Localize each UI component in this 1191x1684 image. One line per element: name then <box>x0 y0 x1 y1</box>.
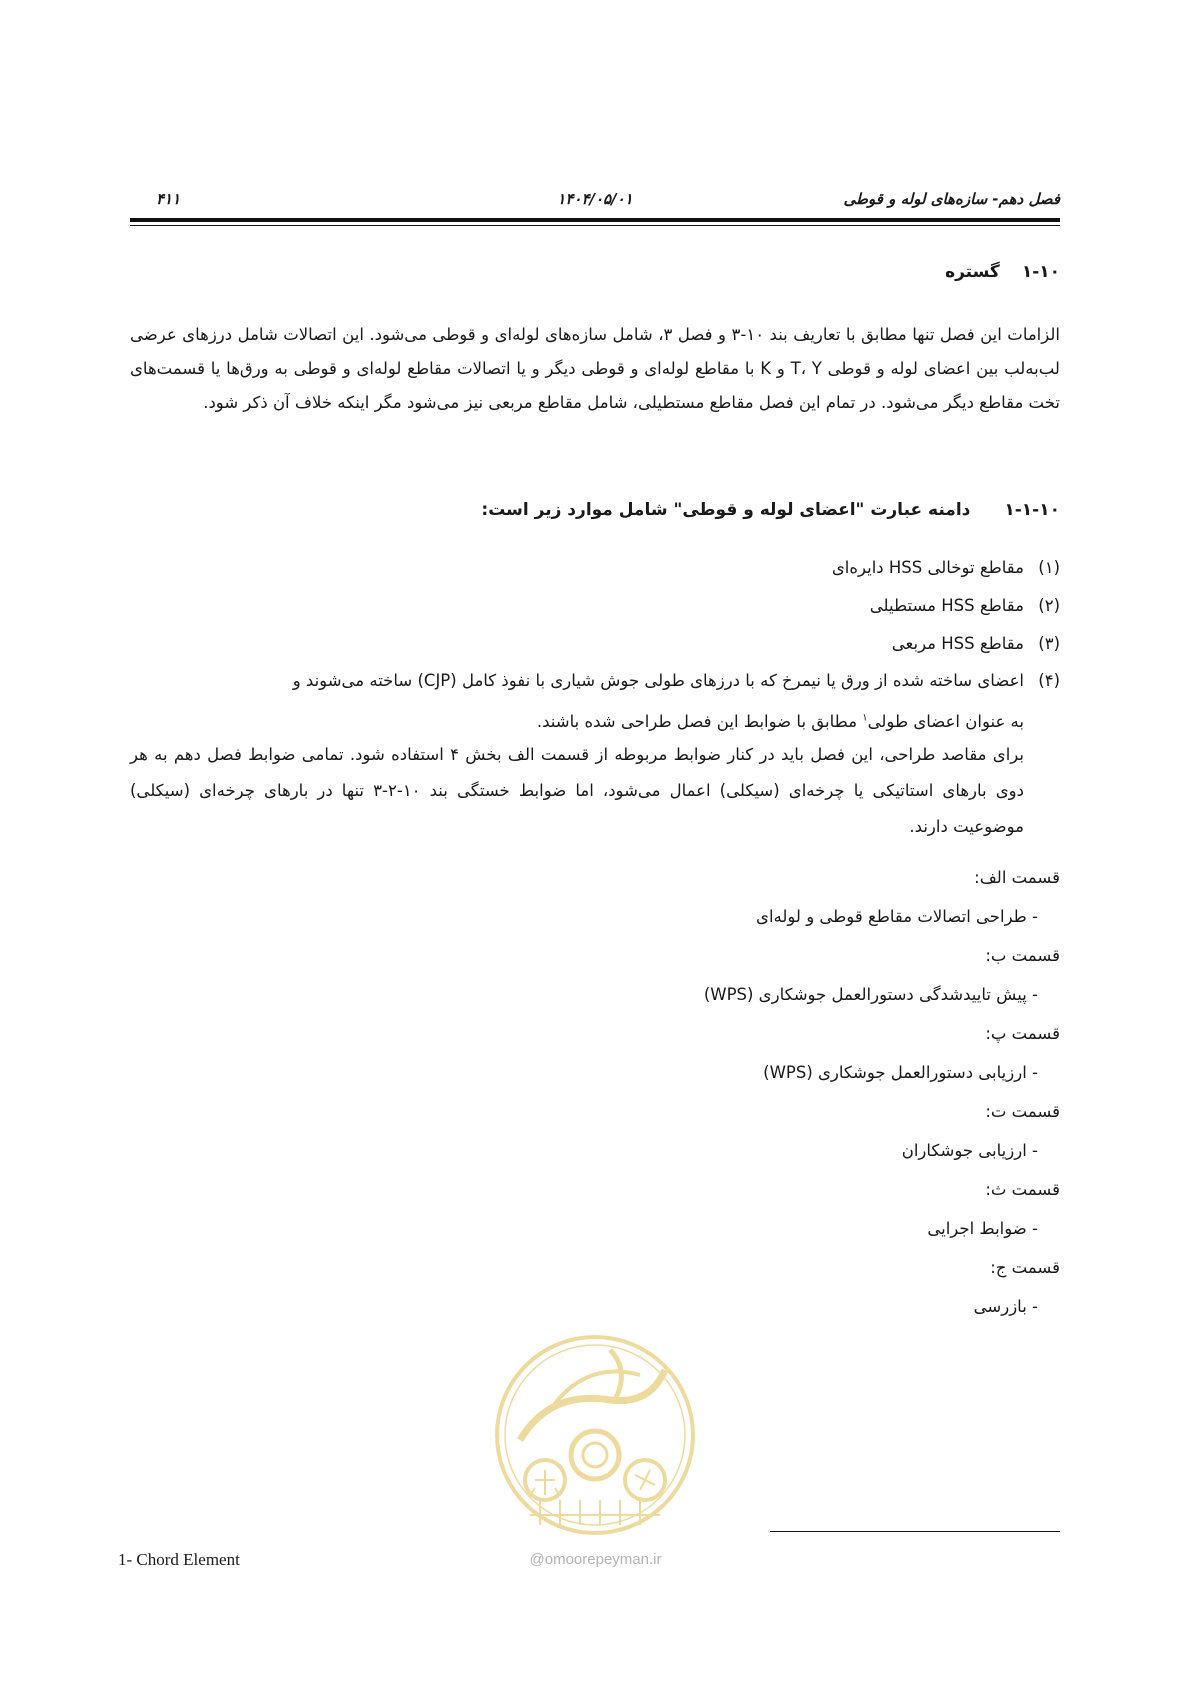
part-label: قسمت پ: <box>985 1024 1060 1043</box>
page-header <box>130 190 1060 212</box>
subsection-heading <box>481 500 1060 520</box>
list-item-text: اعضای ساخته شده از ورق یا نیمرخ که با درزهای طولی جوش شیاری با نفوذ کامل (CJP) ساخته می‌شوند و <box>292 671 1024 690</box>
list-marker: (۱) <box>1038 558 1060 577</box>
footnote-rule <box>770 1531 1060 1532</box>
header-rule-thick <box>130 218 1060 222</box>
list-item-text: مقاطع HSS مربعی <box>891 634 1024 653</box>
part-label: قسمت الف: <box>974 868 1060 887</box>
part-label: قسمت ج: <box>990 1258 1060 1277</box>
list-item <box>130 549 1060 587</box>
list-item-text: مقاطع توخالی HSS دایره‌ای <box>831 558 1024 577</box>
part-item: - بازرسی <box>973 1297 1038 1316</box>
part-label: قسمت ب: <box>985 946 1060 965</box>
list-item <box>130 625 1060 663</box>
list-marker: (۳) <box>1038 634 1060 653</box>
continuation-text-after: مطابق با ضوابط این فصل طراحی شده باشند. <box>536 711 863 731</box>
part-item: - ارزیابی جوشکاران <box>901 1141 1038 1160</box>
part-item: - ضوابط اجرایی <box>927 1219 1038 1238</box>
list-item <box>130 663 1060 699</box>
header-rule-thin <box>130 225 1060 226</box>
list-marker: (۲) <box>1038 596 1060 615</box>
header-page-number: ۴۱۱ <box>156 190 181 208</box>
list-item-continuation <box>130 699 1060 737</box>
watermark-logo <box>490 1330 700 1540</box>
member-types-list <box>130 549 1060 845</box>
header-chapter-title: فصل دهم- سازه‌های لوله و قوطی <box>843 190 1060 208</box>
section-title: گستره <box>945 262 1000 282</box>
subsection-number: ۱-۱-۱۰ <box>1004 500 1060 520</box>
section-body-paragraph: الزامات این فصل تنها مطابق با تعاریف بند ۱۰-۳ و فصل ۳، شامل سازه‌های لوله‌ای و قوطی می‌شود. این اتصالات شامل درزهای عرضی لب‌به‌لب بین اعضای لوله و قوطی T، Y و K با مقاطع لوله‌ای و قوطی دیگر و یا اتصالات مقاطع لوله‌ای و قوطی به ورق‌ها یا قسمت‌های تخت مقاطع دیگر می‌شود. در تمام این فصل مقاطع مستطیلی، شامل مقاطع مربعی نیز می‌شود مگر اینکه خلاف آن ذکر شود. <box>130 325 1060 412</box>
parts-list <box>130 858 1060 1326</box>
part-item: - طراحی اتصالات مقاطع قوطی و لوله‌ای <box>756 907 1038 926</box>
part-label: قسمت ت: <box>985 1102 1060 1121</box>
section-number: ۱-۱۰ <box>1021 262 1060 282</box>
section-heading <box>945 262 1060 282</box>
list-marker: (۴) <box>1038 671 1060 690</box>
part-item: - پیش تاییدشدگی دستورالعمل جوشکاری (WPS) <box>703 985 1038 1004</box>
list-item-text: مقاطع HSS مستطیلی <box>869 596 1024 615</box>
part-item: - ارزیابی دستورالعمل جوشکاری (WPS) <box>763 1063 1038 1082</box>
part-label: قسمت ث: <box>985 1180 1060 1199</box>
design-note-paragraph: برای مقاصد طراحی، این فصل باید در کنار ضوابط مربوطه از قسمت الف بخش ۴ استفاده شود. تمامی ضوابط فصل دهم به هر دوی بارهای استاتیکی یا چرخه‌ای (سیکلی) اعمال می‌شود، اما ضوابط خستگی بند ۱۰-۲-۳ تنها در بارهای چرخه‌ای (سیکلی) موضوعیت دارند. <box>130 745 1024 836</box>
header-date: ۱۴۰۴/۰۵/۰۱ <box>557 190 633 208</box>
footnote-text: 1- Chord Element <box>118 1550 240 1569</box>
continuation-text: به عنوان اعضای طولی <box>867 711 1024 731</box>
footnote-reference: ۱ <box>862 712 868 723</box>
watermark-url: @omoorepeyman.ir <box>529 1551 662 1568</box>
list-item <box>130 587 1060 625</box>
subsection-title: دامنه عبارت "اعضای لوله و قوطی" شامل موارد زیر است: <box>481 500 971 520</box>
